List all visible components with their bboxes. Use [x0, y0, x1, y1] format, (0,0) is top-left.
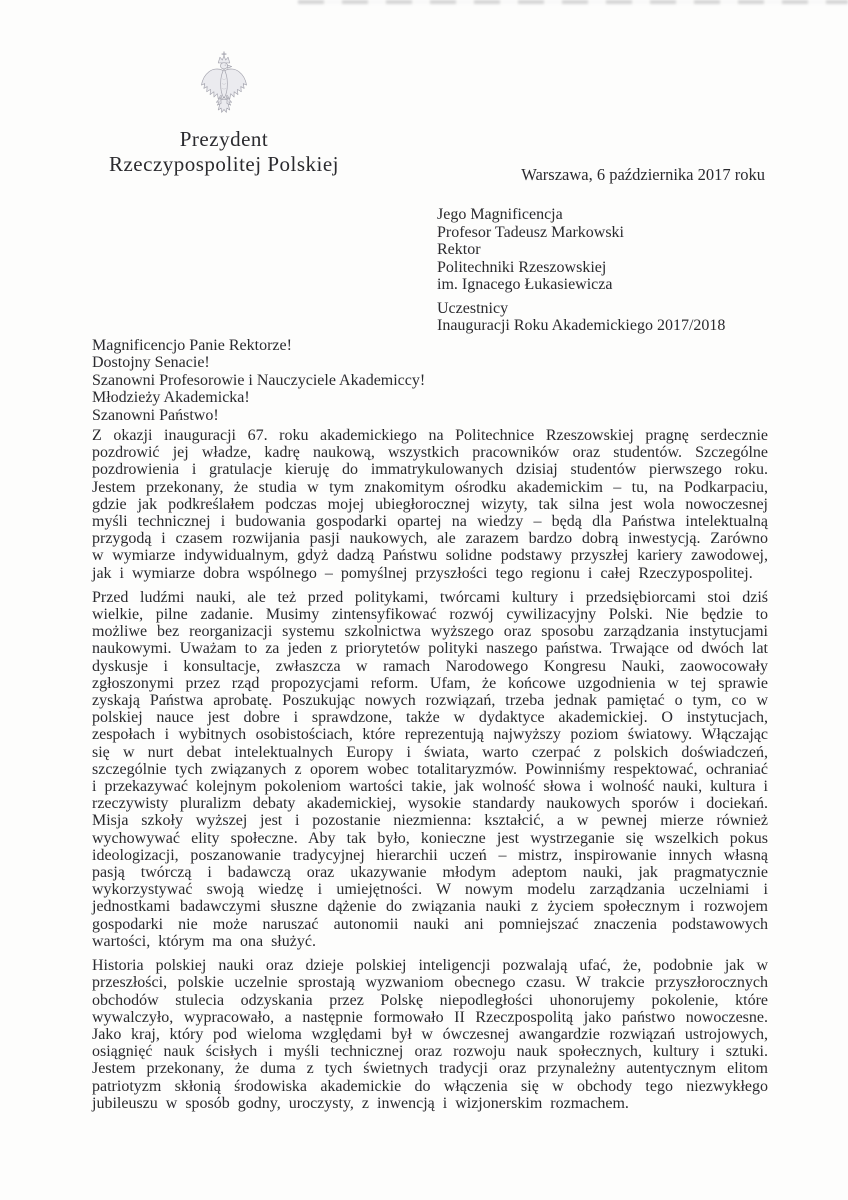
date-line: Warszawa, 6 października 2017 roku — [521, 165, 765, 184]
recipient-line: Jego Magnificencja — [437, 206, 563, 223]
body-paragraph: Historia polskiej nauki oraz dzieje polskiej inteligencji pozwalają ufać, że, podobnie jak w przeszłości, polskie uczelnie sprostają wyzwaniom obecnego czasu. W trakcie przyszłorocznych obchodów stulecia odzyskania przez Polskę niepodległości uhonorujemy pokolenie, które wywalczyło, wypracowało, a następnie formowało II Rzeczpospolitą jako państwo nowoczesne. Jako kraj, który pod wieloma względami był w ówczesnej awangardzie rozwiązań ustrojowych, osiągnięć nauk ścisłych i myśli technicznej oraz rozwoju nauk społecznych, kultury i sztuki. Jestem przekonany, że duma z tych świetnych tradycji oraz przynależny autentycznym elitom patriotyzm skłonią środowiska akademickie do włączenia się w obchody tego niezwykłego jubileuszu w sposób godny, uroczysty, z inwencją i wizjonerskim rozmachem. — [92, 957, 768, 1112]
recipient-block — [437, 206, 725, 335]
salutation-line: Młodzieży Akademicka! — [92, 389, 250, 407]
recipient-line: im. Ignacego Łukasiewicza — [437, 276, 613, 293]
recipient-line: Profesor Tadeusz Markowski — [437, 223, 624, 241]
sender-title-line1: Prezydent — [179, 127, 269, 151]
letter-body — [92, 427, 768, 1112]
salutation-line: Magnificencjo Panie Rektorze! — [92, 337, 292, 354]
letterhead — [103, 50, 345, 177]
scan-artifact-top — [298, 0, 848, 4]
recipient-line: Rektor — [437, 241, 481, 258]
salutation-block — [92, 337, 425, 424]
polish-eagle-emblem-icon — [200, 50, 248, 122]
recipient-primary — [437, 206, 725, 294]
salutation-line: Szanowni Państwo! — [92, 406, 219, 424]
sender-title-line2: Rzeczypospolitej Polskiej — [108, 152, 340, 176]
body-paragraph: Z okazji inauguracji 67. roku akademickiego na Politechnice Rzeszowskiej pragnę serdecznie pozdrowić jej władze, kadrę naukową, wszystkich pracowników oraz studentów. Szczególne pozdrowienia i gratulacje kieruję do immatrykulowanych dzisiaj studentów pierwszego roku. Jestem przekonany, że studia w tym znakomitym ośrodku akademickim – tu, na Podkarpaciu, gdzie jak podkreślałem podczas mojej ubiegłorocznej wizyty, tak silna jest wola nowoczesnej myśli technicznej i budowania gospodarki opartej na wiedzy – będą dla Państwa intelektualną przygodą i czasem rozwijania pasji naukowych, ale zarazem bardzo dobrą inwestycją. Zarówno w wymiarze indywidualnym, gdyż dadzą Państwu solidne podstawy przyszłej kariery zawodowej, jak i wymiarze dobra wspólnego – pomyślnej przyszłości tego regionu i całej Rzeczypospolitej. — [92, 427, 768, 582]
recipient-line: Uczestnicy — [437, 299, 509, 317]
body-paragraph: Przed ludźmi nauki, ale też przed politykami, twórcami kultury i przedsiębiorcami stoi dziś wielkie, pilne zadanie. Musimy zintensyfikować rozwój cywilizacyjny Polski. Nie będzie to możliwe bez reorganizacji systemu szkolnictwa wyższego oraz sposobu zarządzania instytucjami naukowymi. Uważam to za jeden z priorytetów polityki naszego państwa. Trwające od dwóch lat dyskusje i konsultacje, zwłaszcza w ramach Narodowego Kongresu Nauki, zaowocowały zgłoszonymi przez rząd propozycjami reform. Ufam, że końcowe uzgodnienia w tej sprawie zyskają Państwa aprobatę. Poszukując nowych rozwiązań, trzeba jednak pamiętać o tym, co w polskiej nauce jest dobre i sprawdzone, także w dydaktyce akademickiej. O instytucjach, zespołach i wybitnych osobistościach, które reprezentują najwyższy poziom światowy. Włączając się w nurt debat intelektualnych Europy i świata, warto czerpać z polskich doświadczeń, szczególnie tych związanych z oporem wobec totalitaryzmów. Powinniśmy respektować, ochraniać i przekazywać kolejnym pokoleniom wartości takie, jak wolność słowa i wolność nauki, kultura i rzeczywisty pluralizm debaty akademickiej, wysokie standardy naukowych sporów i dociekań. Misja szkoły wyższej jest i pozostanie niezmienna: kształcić, a w pewnej mierze również wychowywać elity społeczne. Aby tak było, konieczne jest wystrzeganie się wszelkich pokus ideologizacji, poszanowanie tradycyjnej hierarchii uczeń – mistrz, inspirowanie innych własną pasją twórczą i badawczą oraz ukazywanie młodym adeptom nauki, jak pragmatycznie wykorzystywać swoją wiedzę i umiejętności. W nowym modelu zarządzania uczelniami i jednostkami badawczymi słuszne dążenie do związania nauki z życiem społecznym i rozwojem gospodarki nie może naruszać autonomii nauki ani pomniejszać znaczenia podstawowych wartości, którym ma ona służyć. — [92, 588, 768, 950]
salutation-line: Dostojny Senacie! — [92, 354, 210, 372]
salutation-line: Szanowni Profesorowie i Nauczyciele Akademiccy! — [92, 371, 426, 389]
recipient-line: Inauguracji Roku Akademickiego 2017/2018 — [437, 317, 726, 334]
recipient-line: Politechniki Rzeszowskiej — [437, 258, 607, 276]
recipient-secondary — [437, 300, 725, 335]
